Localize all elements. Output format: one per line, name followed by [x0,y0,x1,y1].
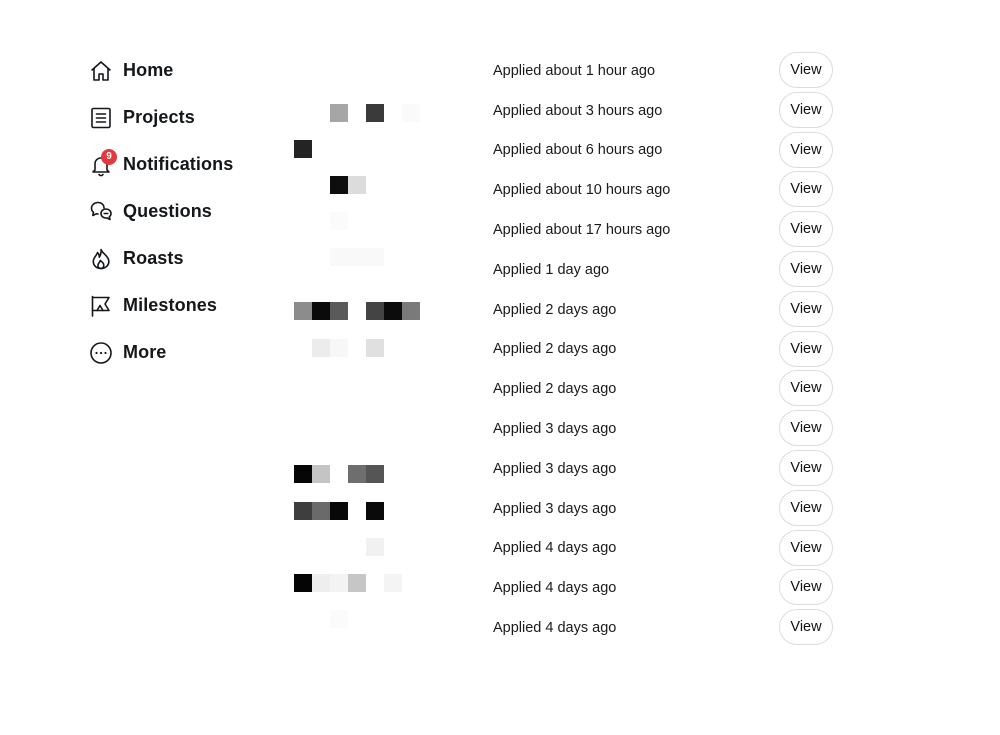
application-status: Applied 4 days ago [493,620,617,637]
redaction-pixel [330,574,348,592]
sidebar-item-label: More [123,342,167,362]
redaction-pixel [312,302,330,320]
document-icon [88,105,114,131]
view-button[interactable]: View [779,569,833,605]
view-button[interactable]: View [779,92,833,128]
view-button[interactable]: View [779,251,833,287]
redaction-pixel [348,574,366,592]
sidebar-item-label: Milestones [123,295,218,315]
redaction-pixel [348,465,366,483]
view-button[interactable]: View [779,211,833,247]
notification-count-badge: 9 [101,149,117,165]
redaction-pixel [402,104,420,122]
redaction-pixel [330,176,348,194]
list-item [493,131,843,171]
redaction-pixel [330,610,348,628]
list-item [493,250,843,290]
sidebar-item-questions[interactable] [88,188,278,235]
list-item [493,529,843,569]
application-status: Applied about 3 hours ago [493,102,663,119]
redaction-pixel [366,538,384,556]
redaction-pixel [384,302,402,320]
view-button[interactable]: View [779,450,833,486]
view-button[interactable]: View [779,331,833,367]
redaction-pixel [330,104,348,122]
flag-icon [88,293,114,319]
application-status: Applied 2 days ago [493,341,617,358]
list-item [493,170,843,210]
list-item [493,91,843,131]
redaction-pixel [366,302,384,320]
view-button[interactable]: View [779,490,833,526]
view-button[interactable]: View [779,609,833,645]
list-item [493,290,843,330]
redaction-pixel [366,502,384,520]
application-status: Applied 3 days ago [493,500,617,517]
application-status: Applied about 6 hours ago [493,142,663,159]
redaction-pixel [366,104,384,122]
list-item [493,330,843,370]
redaction-pixel [312,502,330,520]
application-status: Applied 4 days ago [493,540,617,557]
view-button[interactable]: View [779,530,833,566]
sidebar-item-notifications[interactable] [88,141,278,188]
redaction-pixel [384,574,402,592]
pixelated-redaction [276,52,476,672]
sidebar-item-label: Notifications [123,154,234,174]
redaction-pixel [330,502,348,520]
sidebar-item-label: Home [123,60,174,80]
list-item [493,210,843,250]
sidebar-item-more[interactable] [88,329,278,376]
view-button[interactable]: View [779,171,833,207]
application-status: Applied 4 days ago [493,580,617,597]
redaction-pixel [294,502,312,520]
home-icon [88,58,114,84]
view-button[interactable]: View [779,52,833,88]
application-status: Applied about 10 hours ago [493,182,671,199]
list-item [493,568,843,608]
chat-bubbles-icon [88,199,114,225]
view-button[interactable]: View [779,132,833,168]
redaction-pixel [348,176,366,194]
bell-icon [88,152,114,178]
list-item [493,449,843,489]
redaction-pixel [366,465,384,483]
sidebar-nav [88,47,278,376]
redaction-pixel [294,465,312,483]
application-status: Applied about 17 hours ago [493,222,671,239]
flame-icon [88,246,114,272]
sidebar-item-label: Roasts [123,248,184,268]
redaction-pixel [402,302,420,320]
application-status: Applied 3 days ago [493,421,617,438]
redaction-pixel [312,574,330,592]
sidebar-item-label: Projects [123,107,195,127]
application-status: Applied 2 days ago [493,381,617,398]
application-status: Applied 3 days ago [493,460,617,477]
redaction-pixel [330,212,348,230]
redaction-pixel [312,339,330,357]
view-button[interactable]: View [779,370,833,406]
sidebar-item-home[interactable] [88,47,278,94]
list-item [493,409,843,449]
view-button[interactable]: View [779,291,833,327]
application-status: Applied 1 day ago [493,261,610,278]
redaction-pixel [294,574,312,592]
redaction-pixel [330,339,348,357]
sidebar-item-roasts[interactable] [88,235,278,282]
more-dots-icon [88,340,114,366]
redaction-pixel [294,140,312,158]
list-item [493,51,843,91]
view-button[interactable]: View [779,410,833,446]
sidebar-item-milestones[interactable] [88,282,278,329]
list-item [493,489,843,529]
redaction-pixel [366,339,384,357]
redaction-pixel [330,302,348,320]
application-status: Applied 2 days ago [493,301,617,318]
sidebar-item-label: Questions [123,201,212,221]
list-item [493,369,843,409]
list-item [493,608,843,648]
sidebar-item-projects[interactable] [88,94,278,141]
application-list [493,51,843,648]
redaction-pixel [294,302,312,320]
redaction-pixel [330,248,384,266]
redaction-pixel [312,465,330,483]
application-status: Applied about 1 hour ago [493,62,656,79]
